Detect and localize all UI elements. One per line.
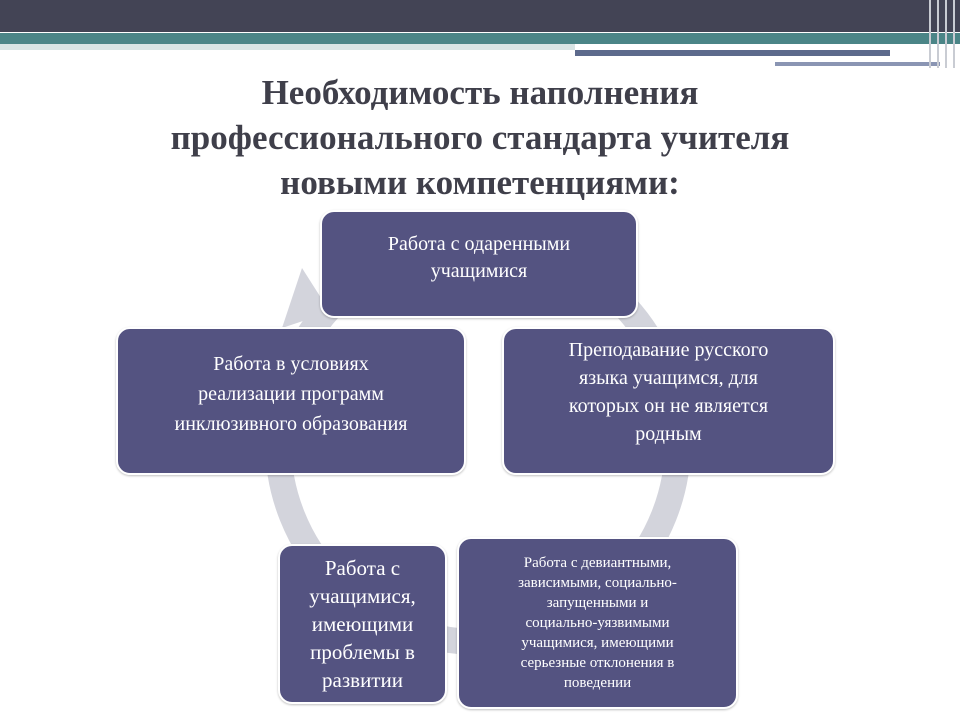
node-deviant-students [457, 537, 738, 709]
node-text-line: Работа с [324, 556, 401, 580]
title-line: новыми компетенциями: [280, 163, 680, 202]
node-text-line: Работа в условиях [213, 353, 369, 375]
node-russian-language [502, 327, 835, 475]
node-text-line: учащимися [430, 260, 528, 282]
node-inclusive-education [116, 327, 466, 475]
node-text-line: реализации программ [198, 383, 384, 405]
node-text-line: учащимися, имеющими [521, 635, 674, 651]
node-text-line: Преподавание русского [568, 339, 769, 361]
node-text-line: которых он не является [568, 395, 769, 417]
node-text-line: проблемы в [310, 640, 415, 664]
node-text-line: серьезные отклонения в [520, 655, 675, 671]
title-line: профессионального стандарта учителя [170, 118, 790, 157]
node-text-line: Работа с девиантными, [523, 555, 672, 571]
node-text-line: Работа с одаренными [387, 233, 571, 255]
node-text-line: зависимыми, социально- [518, 575, 677, 591]
node-gifted-students [320, 210, 638, 318]
node-developmental-problems [278, 544, 447, 704]
node-text-line: родным [635, 423, 702, 445]
node-text-line: поведении [563, 675, 632, 691]
node-text-line: развитии [322, 668, 403, 692]
node-text-line: имеющими [311, 612, 414, 636]
node-text-line: учащимися, [309, 584, 416, 608]
node-text-line: запущенными и [546, 595, 649, 611]
node-text-line: инклюзивного образования [174, 413, 408, 435]
node-text-line: языка учащимся, для [579, 367, 758, 389]
title-line: Необходимость наполнения [261, 73, 699, 112]
node-text-line: социально-уязвимыми [525, 615, 670, 631]
